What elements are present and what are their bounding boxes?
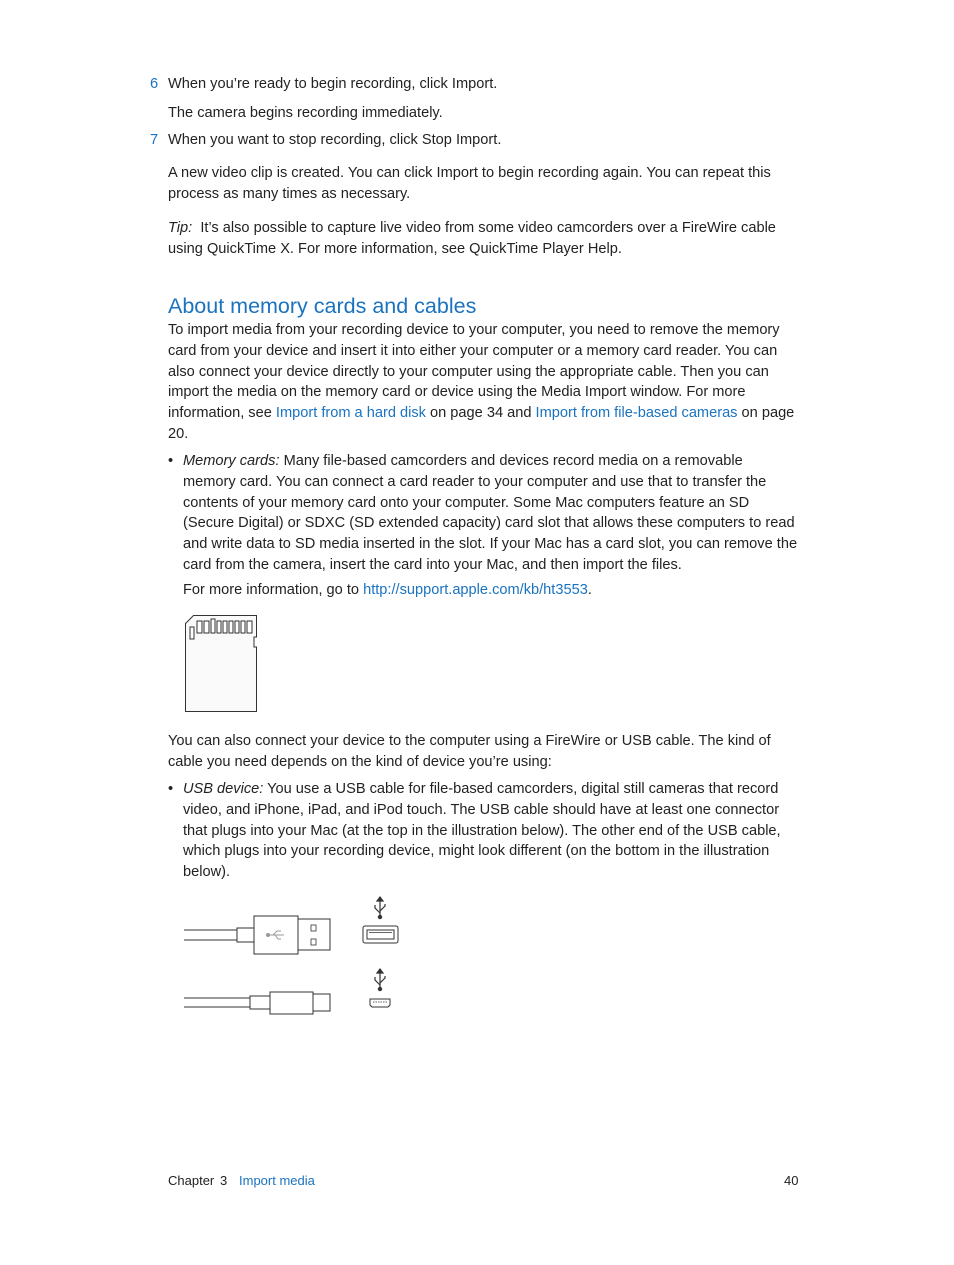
step-number: 7 — [150, 132, 159, 148]
support-url-link[interactable]: http://support.apple.com/kb/ht3553 — [363, 582, 588, 598]
usb-device-label: USB device: — [183, 781, 264, 797]
step-detail: The camera begins recording immediately. — [168, 105, 443, 121]
intro-text: on page 34 and — [430, 405, 532, 422]
usb-device-paragraph — [183, 779, 783, 883]
mini-usb-port-icon — [370, 999, 390, 1007]
usb-trident-icon — [375, 969, 385, 991]
footer-chapter-number: 3 — [220, 1173, 228, 1188]
cables-intro: You can also connect your device to the computer using a FireWire or USB cable. The kind of cable you need depends on the kind of device you’re using: — [168, 733, 771, 770]
usb-cables-illustration — [184, 895, 404, 1020]
intro-text: on page 20. — [168, 405, 795, 442]
step-detail: A new video clip is created. You can click Import to begin recording again. You can repeat this process as many times as necessary. — [168, 165, 771, 202]
step-text: When you’re ready to begin recording, click Import. — [168, 76, 498, 92]
import-from-hard-disk-link[interactable]: Import from a hard disk — [275, 405, 426, 422]
section-intro — [168, 320, 798, 445]
mini-usb-cable — [184, 992, 330, 1014]
intro-text: To import media from your recording device to your computer, you need to remove the memory card from your device and insert it into either your computer or a memory card reader. You can also connect your device directly to your computer using the appropriate cable. Then you can import the media on the memory card or device using the Media Import window. For more information, see — [168, 322, 780, 422]
footer-chapter-title-link[interactable]: Import media — [239, 1173, 315, 1188]
sd-card-illustration — [184, 615, 258, 713]
more-info-paragraph — [183, 580, 798, 601]
usb-trident-icon — [375, 897, 385, 919]
more-info-suffix: . — [587, 582, 592, 598]
usb-a-port-icon — [363, 926, 398, 943]
memory-cards-label: Memory cards: — [183, 453, 280, 469]
import-from-file-based-cameras-link[interactable]: Import from file-based cameras — [535, 405, 738, 422]
memory-cards-paragraph — [183, 451, 798, 576]
page-number: 40 — [784, 1173, 799, 1188]
bullet: • — [168, 453, 174, 469]
section-heading: About memory cards and cables — [168, 294, 477, 318]
bullet: • — [168, 781, 174, 797]
step-number: 6 — [150, 76, 159, 92]
tip-label: Tip: — [168, 220, 193, 236]
tip-text: It’s also possible to capture live video from some video camcorders over a FireWire cable using QuickTime X. For more information, see QuickTime Player Help. — [168, 220, 776, 257]
more-info-text: For more information, go to — [183, 582, 360, 598]
usb-device-text: You use a USB cable for file-based camcorders, digital still cameras that record video, and iPhone, iPad, and iPod touch. The USB cable should have at least one connector that plugs into your Mac (at the top in the illustration below). The other end of the USB cable, which plugs into your recording device, might look different (on the bottom in the illustration below). — [183, 781, 781, 881]
step-text: When you want to stop recording, click Stop Import. — [168, 132, 502, 148]
tip-paragraph — [168, 218, 783, 260]
footer-chapter-label: Chapter — [168, 1173, 215, 1188]
memory-cards-text: Many file-based camcorders and devices record media on a removable memory card. You can connect a card reader to your computer and use that to transfer the contents of your memory card onto your computer. Some Mac computers feature an SD (Secure Digital) or SDXC (SD extended capacity) card slot that allows these computers to read and write data to SD media inserted in the slot. If your Mac has a card slot, you can remove the card from the camera, insert the card into your Mac, and then import the files. — [183, 453, 798, 573]
usb-a-cable — [184, 916, 330, 954]
